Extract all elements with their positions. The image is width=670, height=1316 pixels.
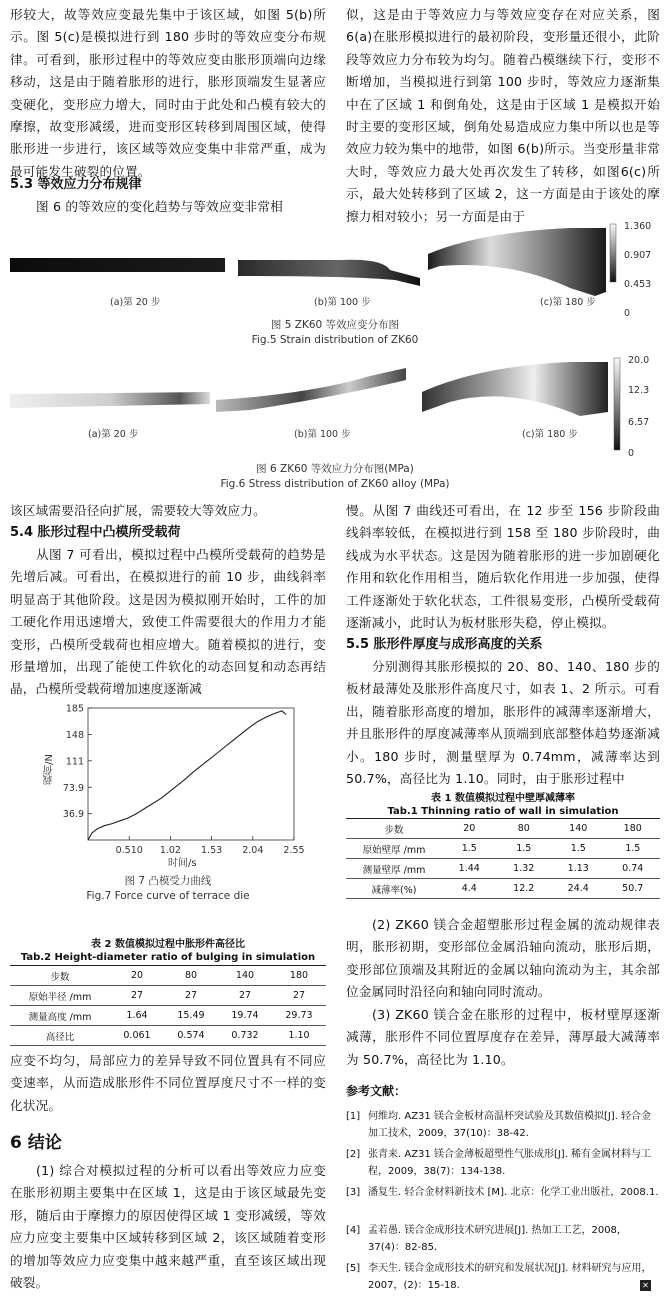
table-cell: 0.061 bbox=[110, 1026, 164, 1046]
y-axis-label: 载荷/N bbox=[44, 754, 55, 785]
colorbar-tick: 0.453 bbox=[624, 279, 652, 290]
reference-item bbox=[346, 1222, 660, 1258]
paragraph: 形较大，故等效应变最先集中于该区域，如图 5(b)所示。图 5(c)是模拟进行到 180 步时的等效应变分布规律。可看到，胀形过程中的等效应变由胀形顶端向边缘移动，这是由于随着胀形的进行，胀形顶端发生显著应变硬化，变形应力增大，同时由于此处和凸模有较大的摩擦，故变形减缓，进而变形区转移到周围区域，使得胀形进一步进行，该区域等效应变集中非常严重，成为最可能发生破裂的位置。 bbox=[10, 7, 326, 179]
table-cell: 4.4 bbox=[442, 879, 497, 899]
colorbar-tick: 20.0 bbox=[628, 355, 650, 366]
table-cell: 0.74 bbox=[606, 859, 661, 879]
colorbar-tick: 0 bbox=[624, 308, 631, 319]
colorbar-tick: 12.3 bbox=[628, 385, 650, 396]
table-2-caption-en: Tab.2 Height-diameter ratio of bulging in simulation bbox=[20, 952, 316, 963]
colorbar-tick: 0 bbox=[628, 448, 635, 459]
table-row bbox=[346, 859, 660, 879]
paragraph: (3) ZK60 镁合金在胀形的过程中，板材壁厚逐渐减薄，胀形件不同位置厚度存在差异，薄厚最大减薄率为 50.7%，高径比为 1.10。 bbox=[346, 1007, 660, 1067]
colorbar-tick: 0.907 bbox=[624, 250, 652, 261]
subfigure-label: (a)第 20 步 bbox=[110, 297, 161, 308]
table-cell: 1.13 bbox=[551, 859, 606, 879]
table-row bbox=[10, 1026, 326, 1046]
strain-image-b bbox=[238, 260, 420, 286]
table-cell: 0.732 bbox=[218, 1026, 272, 1046]
table-cell: 测量高度 /mm bbox=[10, 1006, 110, 1026]
table-header-row bbox=[346, 819, 660, 839]
table-header-cell: 140 bbox=[218, 966, 272, 986]
table-2-caption-cn: 表 2 数值模拟过程中胀形件高径比 bbox=[91, 939, 245, 950]
figure-7-caption-cn: 图 7 凸模受力曲线 bbox=[124, 875, 212, 887]
table-header-cell: 20 bbox=[110, 966, 164, 986]
reference-number: [2] bbox=[346, 1149, 361, 1160]
x-axis-label: 时间/s bbox=[168, 858, 197, 869]
y-tick-label: 36.9 bbox=[62, 809, 84, 821]
table-header-cell: 步数 bbox=[10, 966, 110, 986]
y-tick-label: 111 bbox=[65, 756, 84, 768]
reference-item bbox=[346, 1146, 660, 1182]
stress-image-c bbox=[422, 362, 608, 416]
paragraph: (2) ZK60 镁合金超塑胀形过程金属的流动规律表明，胀形初期，变形部位金属沿轴向流动，胀形后期，变形部位顶端及其附近的金属以轴向流动为主，其余部位金属同时沿径向和轴向同时流动。 bbox=[346, 917, 660, 1000]
figure-6-caption-cn: 图 6 ZK60 等效应力分布图(MPa) bbox=[256, 463, 414, 475]
table-row bbox=[10, 1006, 326, 1026]
figure-6-caption-en: Fig.6 Stress distribution of ZK60 alloy (MPa) bbox=[220, 478, 450, 490]
stress-colorbar bbox=[614, 358, 620, 450]
paragraph: 从图 7 可看出，模拟过程中凸模所受载荷的趋势是先增后减。可看出，在模拟进行的前 10 步，曲线斜率明显高于其他阶段。这是因为模拟刚开始时，工件的加工硬化作用迅速增大，致使工件需要很大的作用力才能变形，凸模所受载荷也相应增大。随着模拟的进行，变形量增加，出现了能使工件软化的动态回复和动态再结晶，凸模所受载荷增加速度逐渐减 bbox=[10, 547, 326, 697]
figure-7-caption-en: Fig.7 Force curve of terrace die bbox=[86, 890, 250, 902]
table-header-row bbox=[10, 966, 326, 986]
table-header-cell: 180 bbox=[606, 819, 661, 839]
reference-text: 孟若愚. 镁合金成形技术研究进展[J]. 热加工工艺，2008，37(4)：82-85. bbox=[368, 1225, 627, 1253]
section-heading: 5.5 胀形件厚度与成形高度的关系 bbox=[346, 637, 543, 652]
table-cell: 原始半径 /mm bbox=[10, 986, 110, 1006]
table-cell: 高径比 bbox=[10, 1026, 110, 1046]
table-cell: 1.5 bbox=[606, 839, 661, 859]
figure-5-caption-cn: 图 5 ZK60 等效应变分布图 bbox=[270, 319, 400, 331]
figure-6 bbox=[10, 356, 660, 460]
stress-distribution-images bbox=[10, 356, 660, 460]
table-1-caption-cn: 表 1 数值模拟过程中壁厚减薄率 bbox=[431, 793, 575, 804]
paragraph: 应变不均匀，局部应力的差异导致不同位置具有不同应变速率，从而造成胀形件不同位置厚度尺寸不一样的变化状况。 bbox=[10, 1053, 326, 1113]
colorbar-tick: 6.57 bbox=[628, 417, 650, 428]
height-diameter-table bbox=[10, 965, 326, 1046]
x-tick-label: 0.510 bbox=[115, 845, 143, 856]
x-tick-label: 2.04 bbox=[242, 845, 264, 856]
paragraph: 图 6 的等效应的变化趋势与等效应变非常相 bbox=[36, 199, 283, 214]
figure-5-caption-en: Fig.5 Strain distribution of ZK60 bbox=[251, 334, 419, 346]
y-tick-label: 148 bbox=[65, 729, 84, 741]
references-title: 参考文献： bbox=[346, 1084, 407, 1098]
table-cell: 0.574 bbox=[164, 1026, 218, 1046]
figure-7 bbox=[40, 700, 310, 870]
subfigure-label: (b)第 100 步 bbox=[314, 297, 371, 308]
x-tick-label: 2.55 bbox=[283, 845, 305, 856]
table-cell: 1.5 bbox=[442, 839, 497, 859]
table-cell: 1.64 bbox=[110, 1006, 164, 1026]
table-cell: 1.32 bbox=[497, 859, 552, 879]
table-cell: 原始壁厚 /mm bbox=[346, 839, 442, 859]
reference-item bbox=[346, 1184, 660, 1220]
table-row bbox=[346, 879, 660, 899]
reference-number: [5] bbox=[346, 1263, 361, 1274]
y-tick-label: 185 bbox=[65, 703, 84, 715]
reference-text: 何维均. AZ31 镁合金板材高温杯突试验及其数值模拟[J]. 轻合金加工技术，2009，37(10)：38-42. bbox=[368, 1111, 652, 1139]
x-tick-label: 1.53 bbox=[201, 845, 223, 856]
table-cell: 24.4 bbox=[551, 879, 606, 899]
paragraph: 该区域需要沿径向扩展，需要较大等效应力。 bbox=[10, 503, 266, 518]
table-cell: 1.10 bbox=[272, 1026, 326, 1046]
section-heading: 5.4 胀形过程中凸模所受载荷 bbox=[10, 525, 181, 540]
table-cell: 27 bbox=[110, 986, 164, 1006]
table-cell: 50.7 bbox=[606, 879, 661, 899]
subfigure-label: (b)第 100 步 bbox=[294, 429, 351, 440]
table-header-cell: 140 bbox=[551, 819, 606, 839]
reference-item bbox=[346, 1260, 660, 1296]
table-header-cell: 80 bbox=[164, 966, 218, 986]
reference-text: 潘复生. 轻合金材料新技术 [M]. 北京：化学工业出版社，2008.1. bbox=[368, 1187, 659, 1198]
reference-number: [4] bbox=[346, 1225, 361, 1236]
paragraph: 慢。从图 7 曲线还可看出，在 12 步至 156 步阶段曲线斜率较低，在模拟进行到 158 至 180 步阶段时，曲线成为水平状态。这是因为随着胀形的进一步加剧硬化作用和软化作用相当，随后软化作用进一步加强，使得工件逐渐处于软化状态，工件很易变形，凸模所受载荷逐渐减小，此时认为板材胀形失稳，停止模拟。 bbox=[346, 503, 660, 631]
section-heading: 5.3 等效应力分布规律 bbox=[10, 177, 142, 192]
subfigure-label: (a)第 20 步 bbox=[88, 429, 139, 440]
x-tick-label: 1.02 bbox=[159, 845, 181, 856]
strain-image-c bbox=[428, 228, 606, 296]
table-header-cell: 步数 bbox=[346, 819, 442, 839]
paragraph: (1) 综合对模拟过程的分析可以看出等效应力应变在胀形初期主要集中在区域 1，这是由于该区域最先变形，随后由于摩擦力的原因使得区域 1 变形减缓，等效应力应变主要集中区域转移到区域 2，该区域随着变形的增加等效应力应变集中越来越严重，直至该区域出现破裂。 bbox=[10, 1163, 326, 1291]
y-tick-label: 73.9 bbox=[62, 782, 84, 794]
table-cell: 27 bbox=[272, 986, 326, 1006]
table-header-cell: 180 bbox=[272, 966, 326, 986]
table-cell: 27 bbox=[218, 986, 272, 1006]
table-row bbox=[346, 839, 660, 859]
table-cell: 1.5 bbox=[497, 839, 552, 859]
table-1-caption-en: Tab.1 Thinning ratio of wall in simulation bbox=[387, 806, 619, 817]
stress-image-a bbox=[10, 392, 210, 408]
force-curve-chart bbox=[40, 700, 310, 870]
section-heading: 6 结论 bbox=[10, 1133, 62, 1153]
reference-number: [3] bbox=[346, 1187, 361, 1198]
stress-image-b bbox=[216, 368, 406, 412]
table-header-cell: 20 bbox=[442, 819, 497, 839]
table-cell: 测量壁厚 /mm bbox=[346, 859, 442, 879]
reference-text: 李天生. 镁合金成形技术的研究和发展状况[J]. 材料研究与应用，2007，(2)：15-18. bbox=[368, 1263, 652, 1291]
reference-item bbox=[346, 1108, 660, 1144]
end-mark-icon: ✕ bbox=[640, 1280, 651, 1291]
table-cell: 27 bbox=[164, 986, 218, 1006]
table-cell: 1.5 bbox=[551, 839, 606, 859]
paragraph: 似，这是由于等效应力与等效应变存在对应关系，图 6(a)在胀形模拟进行的最初阶段，变形量还很小，此阶段等效应力分布较为均匀。随着凸模继续下行，变形不断增加，当模拟进行到第 100 步时，等效应力逐渐集中在了区域 1 和倒角处，这是由于区域 1 是模拟开始时主要的变形区域，倒角处易造成应力集中所以也是等效应力较为集中的地带，如图 6(b)所示。当变形量非常大时，等效应力最大处再次发生了转移，如图6(c)所示，最大处转移到了区域 2，这一方面是由于该处的摩擦力相对较小；另一方面是由于 bbox=[346, 7, 660, 224]
thinning-ratio-table bbox=[346, 818, 660, 899]
strain-colorbar bbox=[610, 224, 616, 282]
strain-image-a bbox=[10, 258, 225, 272]
paragraph: 分别测得其胀形模拟的 20、80、140、180 步的板材最薄处及胀形件高度尺寸，如表 1、2 所示。可看出，随着胀形高度的增加，胀形件的减薄率逐渐增大，并且胀形件的厚度减薄率从顶端到底部整体趋势逐渐减小。180 步时，测量壁厚为 0.74mm，减薄率达到 50.7%，高径比为 1.10。同时，由于胀形过程中 bbox=[346, 659, 660, 787]
reference-number: [1] bbox=[346, 1111, 361, 1122]
table-cell: 19.74 bbox=[218, 1006, 272, 1026]
table-cell: 减薄率(%) bbox=[346, 879, 442, 899]
table-cell: 12.2 bbox=[497, 879, 552, 899]
table-header-cell: 80 bbox=[497, 819, 552, 839]
table-cell: 29.73 bbox=[272, 1006, 326, 1026]
subfigure-label: (c)第 180 步 bbox=[540, 297, 596, 308]
force-series-line bbox=[88, 711, 286, 840]
reference-text: 张青来. AZ31 镁合金薄板超塑性气胀成形[J]. 稀有金属材料与工程，2009，38(7)：134-138. bbox=[368, 1149, 652, 1177]
subfigure-label: (c)第 180 步 bbox=[522, 429, 578, 440]
table-row bbox=[10, 986, 326, 1006]
table-cell: 15.49 bbox=[164, 1006, 218, 1026]
table-cell: 1.44 bbox=[442, 859, 497, 879]
colorbar-tick: 1.360 bbox=[624, 221, 652, 232]
